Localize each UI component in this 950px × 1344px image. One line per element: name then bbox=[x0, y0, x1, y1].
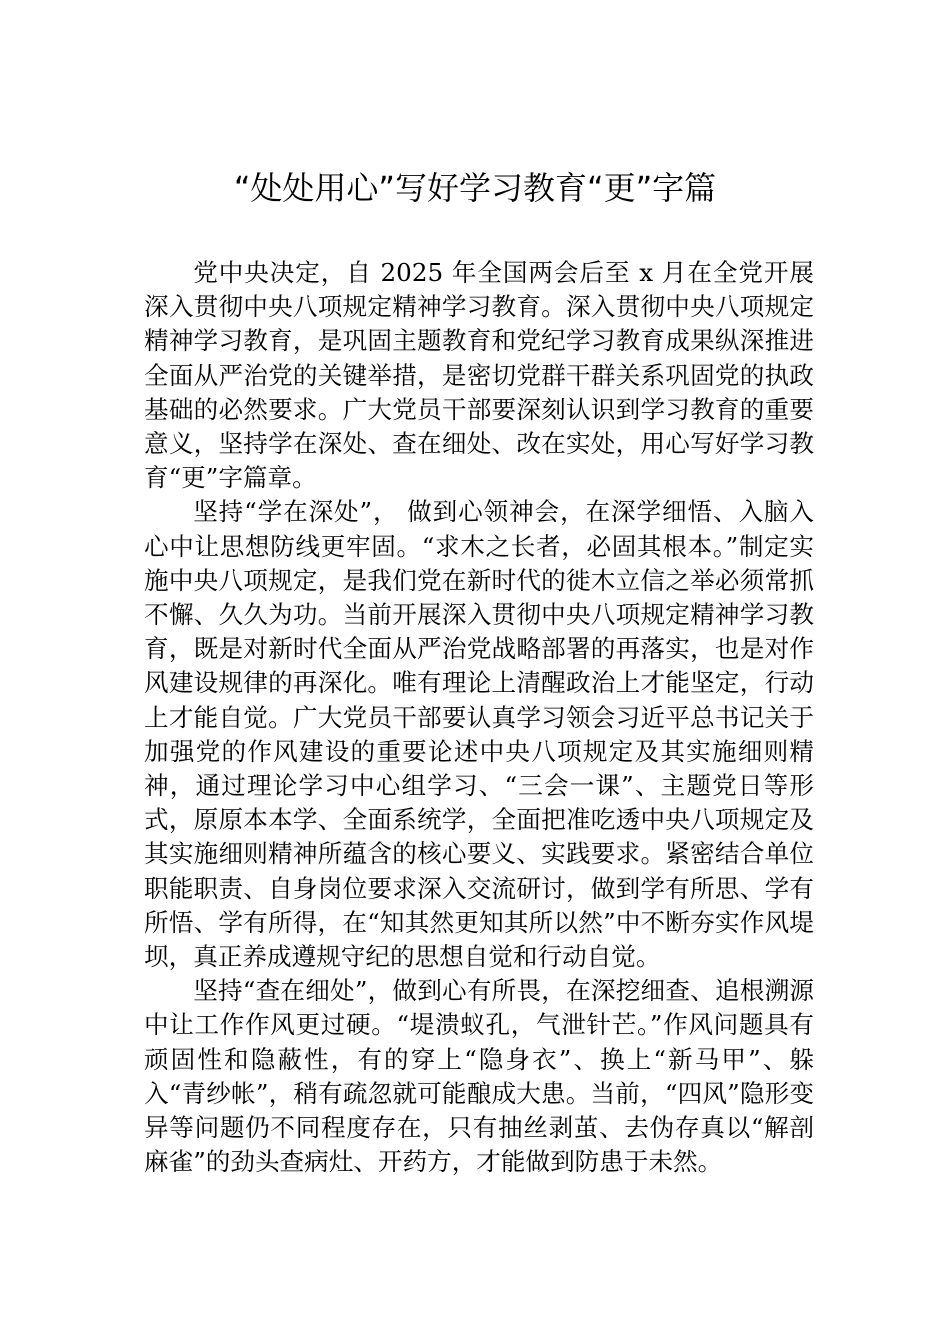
document-title: “处处用心”写好学习教育“更”字篇 bbox=[233, 169, 717, 207]
paragraph-intro: 党中央决定，自 2025 年全国两会后至 x 月在全党开展深入贯彻中央八项规定精神学习教育。深入贯彻中央八项规定精神学习教育，是巩固主题教育和党纪学习教育成果纵深推进全面从严治党的关键举措，是密切党群干群关系巩固党的执政基础的必然要求。广大党员干部要深刻认识到学习教育的重要意义，坚持学在深处、查在细处、改在实处，用心写好学习教育“更”字篇章。 bbox=[144, 258, 814, 493]
document-body bbox=[144, 256, 814, 1179]
paragraph-check-detail: 坚持“查在细处”，做到心有所畏，在深挖细查、追根溯源中让工作作风更过硬。“堤溃蚁孔，气泄针芒。”作风问题具有顽固性和隐蔽性，有的穿上“隐身衣”、换上“新马甲”、躲入“青纱帐”，稍有疏忽就可能酿成大患。当前，“四风”隐形变异等问题仍不同程度存在，只有抽丝剥茧、去伪存真以“解剖麻雀”的劲头查病灶、开药方，才能做到防患于未然。 bbox=[144, 976, 814, 1177]
paragraph-study-deep: 坚持“学在深处”， 做到心领神会，在深学细悟、入脑入心中让思想防线更牢固。“求木之长者，必固其根本。”制定实施中央八项规定，是我们党在新时代的徙木立信之举必须常抓不懈、久久为功。当前开展深入贯彻中央八项规定精神学习教育，既是对新时代全面从严治党战略部署的再落实，也是对作风建设规律的再深化。唯有理论上清醒政治上才能坚定，行动上才能自觉。广大党员干部要认真学习领会习近平总书记关于加强党的作风建设的重要论述中央八项规定及其实施细则精神，通过理论学习中心组学习、“三会一课”、主题党日等形式，原原本本学、全面系统学，全面把准吃透中央八项规定及其实施细则精神所蕴含的核心要义、实践要求。紧密结合单位职能职责、自身岗位要求深入交流研讨，做到学有所思、学有所悟、学有所得，在“知其然更知其所以然”中不断夯实作风堤坝，真正养成遵规守纪的思想自觉和行动自觉。 bbox=[144, 497, 814, 972]
